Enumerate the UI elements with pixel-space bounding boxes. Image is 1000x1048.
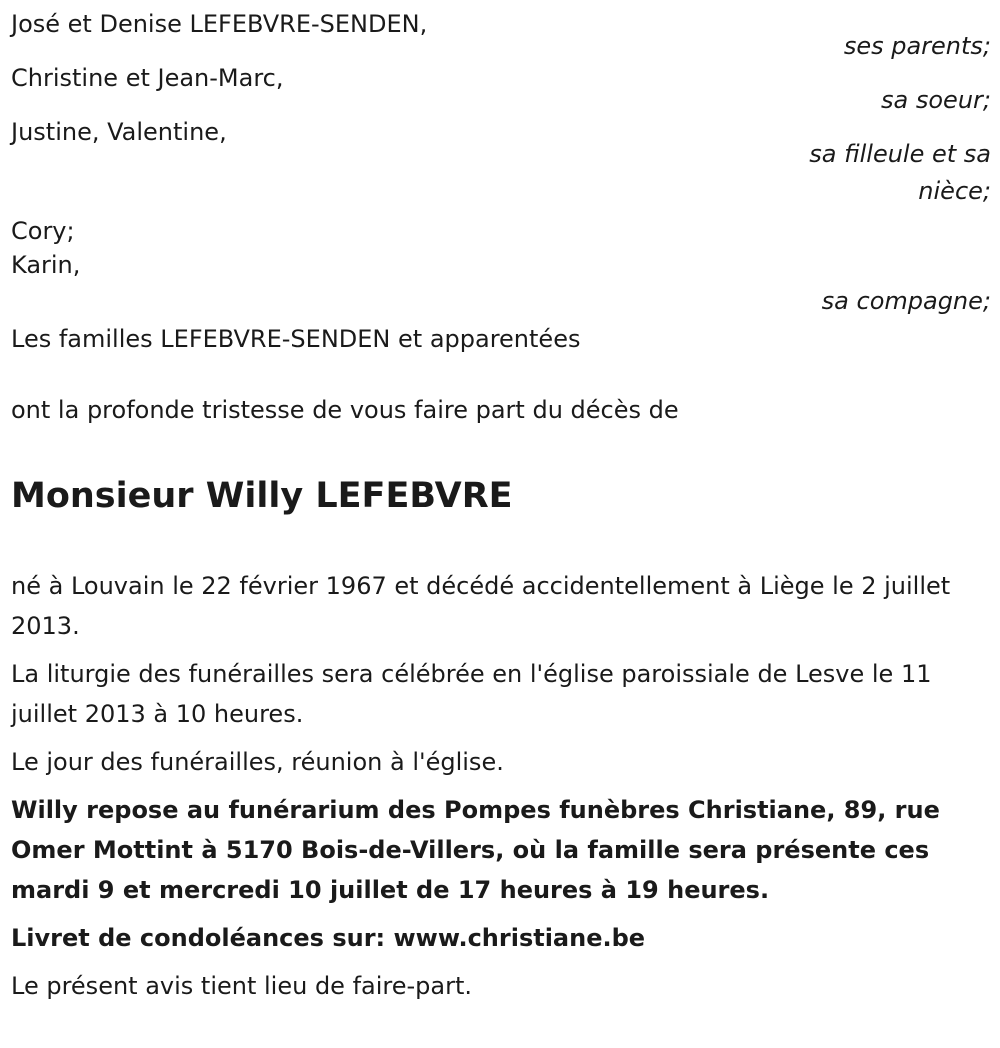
family-relation-continued: nièce;: [918, 177, 991, 205]
meeting-info: Le jour des funérailles, réunion à l'église.: [11, 748, 504, 776]
family-name: Les familles LEFEBVRE-SENDEN et apparentées: [11, 325, 581, 353]
family-entry-families: [11, 322, 991, 356]
family-relation: sa filleule et sa: [809, 140, 991, 168]
notice-info: Le présent avis tient lieu de faire-part.: [11, 972, 473, 1000]
condolences-info: Livret de condoléances sur: www.christiane.be: [11, 924, 646, 952]
family-name: José et Denise LEFEBVRE-SENDEN,: [11, 10, 428, 38]
family-entry-parents: [11, 8, 991, 62]
family-relation: sa soeur;: [881, 86, 991, 114]
family-entry-goddaughter: [11, 116, 991, 212]
family-entry-cory: [11, 212, 991, 250]
liturgy-info: La liturgie des funérailles sera célébrée en l'église paroissiale de Lesve le 11 juillet 2013 à 10 heures.: [11, 660, 932, 728]
family-relation: ses parents;: [843, 32, 991, 60]
family-name: Karin,: [11, 251, 81, 279]
family-name: Christine et Jean-Marc,: [11, 64, 284, 92]
funerarium-info: Willy repose au funérarium des Pompes funèbres Christiane, 89, rue Omer Mottint à 5170 Bois-de-Villers, où la famille sera présente ces mardi 9 et mercredi 10 juillet de 17 heures à 19 heures.: [11, 796, 940, 904]
announcement-intro: ont la profonde tristesse de vous faire part du décès de: [11, 396, 679, 424]
family-name: Cory;: [11, 217, 75, 245]
family-entry-partner: [11, 250, 991, 322]
family-entry-sister: [11, 62, 991, 116]
family-name: Justine, Valentine,: [11, 118, 227, 146]
family-relation: sa compagne;: [821, 287, 991, 315]
obituary-notice: [11, 8, 991, 1006]
birth-death-info: né à Louvain le 22 février 1967 et décédé accidentellement à Liège le 2 juillet 2013.: [11, 572, 951, 640]
deceased-name: Monsieur Willy LEFEBVRE: [11, 476, 513, 516]
